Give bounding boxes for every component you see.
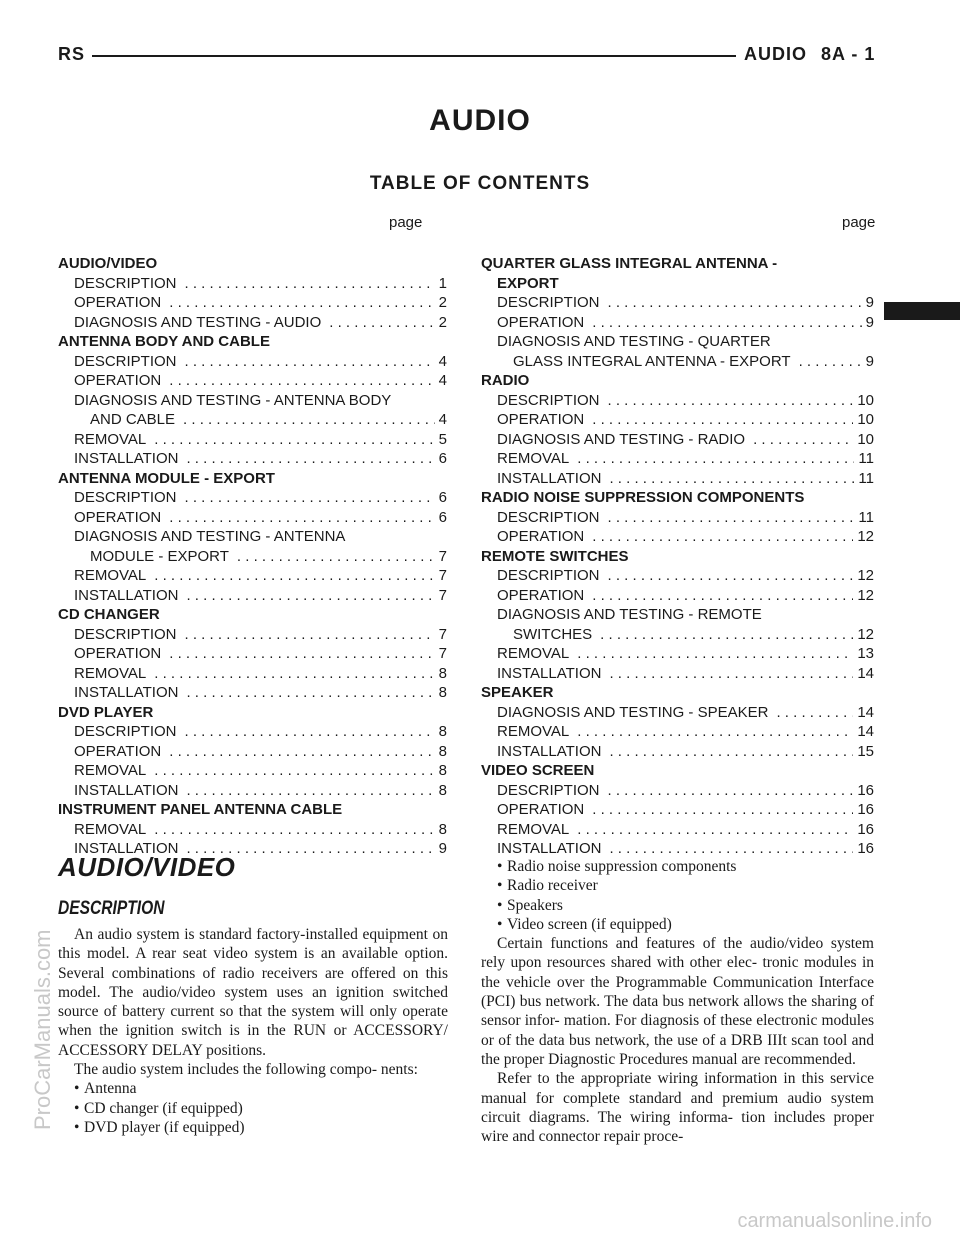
toc-section-heading: VIDEO SCREEN (481, 762, 595, 779)
toc-section-heading: CD CHANGER (58, 606, 160, 623)
toc-entry-page: 7 (438, 586, 447, 604)
watermark-bottom: carmanualsonline.info (737, 1210, 932, 1232)
toc-leader-dots (609, 839, 853, 859)
toc-leader-dots (185, 352, 435, 372)
toc-entry-text: DIAGNOSIS AND TESTING - ANTENNA (74, 528, 346, 545)
toc-section-heading: SPEAKER (481, 684, 554, 701)
bullet-text: Speakers (507, 896, 563, 914)
toc-entry-label: REMOVAL (74, 664, 147, 682)
toc-entry-label: AND CABLE (90, 411, 176, 428)
toc-section-heading: RADIO NOISE SUPPRESSION COMPONENTS (481, 489, 805, 506)
toc-entry-page: 10 (857, 411, 874, 428)
toc-entry-page: 8 (438, 684, 447, 701)
toc-entry-label: DESCRIPTION (497, 508, 600, 526)
toc-section-heading: INSTRUMENT PANEL ANTENNA CABLE (58, 801, 343, 818)
toc-leader-dots (154, 566, 434, 586)
toc-entry-label: DESCRIPTION (74, 625, 177, 643)
toc-leader-dots (609, 469, 854, 489)
toc-leader-dots (577, 449, 854, 469)
toc-page-label-right: page (842, 214, 876, 231)
toc-entry-page: 8 (438, 820, 447, 838)
toc-section-heading: ANTENNA BODY AND CABLE (58, 333, 270, 350)
toc-entry-page: 4 (438, 411, 447, 428)
section-heading: AUDIO/VIDEO (58, 852, 236, 882)
toc-entry (58, 566, 447, 586)
toc-entry (58, 352, 447, 372)
bullet-item (481, 896, 874, 915)
toc-entry-label: DESCRIPTION (74, 274, 177, 292)
toc-entry-label: OPERATION (497, 411, 585, 428)
toc-entry (481, 527, 874, 547)
toc-entry-text: DIAGNOSIS AND TESTING - ANTENNA BODY (74, 391, 392, 409)
toc-entry-label: DESCRIPTION (74, 489, 177, 506)
toc-entry-label: REMOVAL (74, 820, 147, 838)
toc-leader-dots (169, 644, 434, 664)
bullet-glyph: • (74, 1099, 80, 1117)
toc-leader-dots (577, 820, 853, 840)
toc-section-heading: AUDIO/VIDEO (58, 255, 158, 272)
bullet-glyph: • (74, 1080, 80, 1098)
toc-entry-page: 12 (857, 567, 874, 584)
toc-entry (58, 625, 447, 645)
bullet-glyph: • (497, 858, 503, 875)
toc-leader-dots (577, 722, 853, 742)
toc-entry-page: 4 (438, 352, 447, 370)
header-manual-code: RS (58, 44, 86, 64)
toc-entry-label: DESCRIPTION (74, 352, 177, 370)
toc-leader-dots (185, 488, 435, 508)
bullet-item (58, 1118, 448, 1137)
page-title: AUDIO (429, 104, 531, 137)
toc-entry-label: INSTALLATION (497, 664, 602, 682)
toc-entry-page: 16 (857, 840, 874, 857)
toc-entry-label: INSTALLATION (74, 840, 179, 857)
toc-entry (481, 586, 874, 606)
bullet-text: Radio receiver (507, 877, 598, 895)
toc-leader-dots (608, 566, 854, 586)
toc-leader-dots (154, 664, 434, 684)
bullet-item (481, 915, 874, 934)
toc-entry-label: OPERATION (74, 742, 162, 760)
toc-entry (58, 410, 447, 430)
toc-leader-dots (329, 313, 434, 333)
bullet-glyph: • (497, 915, 503, 933)
toc-entry (481, 566, 874, 586)
toc-entry-page: 10 (857, 391, 874, 409)
toc-leader-dots (776, 703, 853, 723)
toc-entry (58, 586, 447, 606)
toc-leader-dots (185, 274, 435, 294)
toc-entry-page: 16 (857, 781, 874, 799)
toc-entry (58, 683, 447, 703)
toc-leader-dots (186, 449, 434, 469)
toc-entry (481, 410, 874, 430)
toc-entry-text: DIAGNOSIS AND TESTING - REMOTE (497, 606, 762, 623)
toc-entry-label: MODULE - EXPORT (90, 547, 229, 565)
toc-entry-page: 4 (438, 372, 447, 389)
toc-entry-label: INSTALLATION (74, 684, 179, 701)
bullet-text: Video screen (if equipped) (507, 915, 672, 933)
toc-entry-page: 7 (438, 625, 447, 643)
toc-entry (481, 820, 874, 840)
toc-entry-page: 2 (438, 313, 447, 331)
toc-leader-dots (608, 508, 855, 528)
toc-entry (481, 625, 874, 645)
bullet-item (58, 1099, 448, 1118)
body-paragraph: Refer to the appropriate wiring information in this service manual for complete standard and premium audio system circuit diagrams. The wiring informa- tion includes proper wire and connector repair proce- (481, 1070, 874, 1146)
toc-leader-dots (609, 742, 853, 762)
toc-entry (58, 547, 447, 567)
toc-entry-page: 8 (438, 781, 447, 799)
toc-entry-label: DESCRIPTION (497, 391, 600, 409)
toc-leader-dots (186, 683, 434, 703)
toc-entry (481, 800, 874, 820)
toc-entry-page: 12 (857, 586, 874, 604)
toc-page-label-left: page (389, 214, 423, 231)
toc-entry-label: SWITCHES (513, 625, 593, 643)
toc-leader-dots (592, 586, 853, 606)
toc-entry-label: INSTALLATION (74, 450, 179, 467)
toc-entry-label: INSTALLATION (497, 742, 602, 760)
toc-entry-page: 14 (857, 664, 874, 682)
toc-entry-label: OPERATION (497, 528, 585, 545)
bullet-item (58, 1079, 448, 1098)
header-section (744, 44, 875, 65)
bullet-item (481, 876, 874, 895)
toc-entry (58, 371, 447, 391)
toc-entry (58, 742, 447, 762)
bullet-glyph: • (497, 896, 503, 914)
toc-entry-label: REMOVAL (497, 723, 570, 740)
bullet-text: DVD player (if equipped) (84, 1118, 245, 1136)
toc-entry-label: REMOVAL (74, 567, 147, 584)
toc-entry-page: 13 (857, 645, 874, 662)
toc-entry-page: 1 (438, 274, 447, 292)
toc-entry-label: REMOVAL (74, 762, 147, 779)
toc-leader-dots (154, 430, 434, 450)
bullet-glyph: • (74, 1118, 80, 1136)
toc-leader-dots (185, 722, 435, 742)
toc-section-heading: REMOTE SWITCHES (481, 547, 629, 565)
toc-entry (481, 313, 874, 333)
toc-entry-label: INSTALLATION (74, 586, 179, 604)
toc-leader-dots (608, 391, 854, 411)
toc-entry (58, 664, 447, 684)
section-thumb-tab (884, 302, 960, 320)
toc-entry (58, 313, 447, 333)
toc-entry-page: 16 (857, 820, 874, 838)
toc-entry-label: GLASS INTEGRAL ANTENNA - EXPORT (513, 352, 791, 370)
toc-entry (58, 781, 447, 801)
toc-entry-page: 11 (858, 508, 874, 526)
toc-entry-page: 6 (438, 489, 447, 506)
toc-leader-dots (753, 430, 853, 450)
toc-leader-dots (169, 371, 434, 391)
toc-entry-label: DESCRIPTION (497, 567, 600, 584)
body-right-column (481, 857, 874, 1146)
body-paragraph: Certain functions and features of the audio/video system rely upon resources shared with other elec- tronic modules in the vehicle over the Programmable Communication Interface (PCI) bus network. The data bus network allows the sharing of sensor infor- mation. For diagnosis of these electronic modules or of the data bus network, the use of a DRB IIIt scan tool and the proper Diagnostic Procedures manual are recommended. (481, 935, 874, 1068)
toc-entry (58, 722, 447, 742)
toc-entry (481, 430, 874, 450)
toc-leader-dots (186, 586, 434, 606)
toc-entry (481, 839, 874, 859)
toc-leader-dots (169, 293, 434, 313)
toc-entry-page: 8 (438, 742, 447, 760)
toc-title: TABLE OF CONTENTS (369, 173, 591, 194)
toc-entry (481, 742, 874, 762)
toc-entry-page: 7 (438, 567, 447, 584)
watermark-side: ProCarManuals.com (30, 929, 55, 1130)
toc-entry-page: 8 (438, 723, 447, 740)
bullet-glyph: • (497, 877, 503, 895)
toc-entry-page: 6 (438, 508, 447, 526)
toc-entry-page: 11 (858, 450, 874, 467)
toc-leader-dots (169, 742, 434, 762)
toc-entry (481, 469, 874, 489)
bullet-text: Antenna (84, 1080, 137, 1098)
toc-entry-label: OPERATION (74, 372, 162, 389)
toc-entry-label: OPERATION (497, 586, 585, 604)
toc-entry-page: 6 (438, 450, 447, 467)
toc-entry (58, 293, 447, 313)
toc-entry-label: DESCRIPTION (497, 781, 600, 799)
header-rule (92, 55, 736, 57)
toc-entry-page: 14 (857, 723, 874, 740)
toc-entry (58, 644, 447, 664)
toc-leader-dots (609, 664, 853, 684)
toc-entry-label: OPERATION (74, 645, 162, 662)
toc-entry (481, 391, 874, 411)
toc-entry (58, 508, 447, 528)
header-page-number: 8A - 1 (821, 44, 876, 64)
toc-leader-dots (237, 547, 435, 567)
toc-entry-page: 12 (857, 528, 874, 545)
toc-entry-page: 9 (865, 294, 874, 311)
body-paragraph: The audio system includes the following compo- nents: (74, 1061, 418, 1079)
toc-leader-dots (154, 820, 434, 840)
body-paragraph: An audio system is standard factory-installed equipment on this model. A rear seat video system is an available option. Several combinations of radio receivers are offered on this model. The audio/video system uses an ignition switched source of battery current so that the system will only operate when the ignition switch is in the RUN or ACCESSORY/ ACCESSORY DELAY positions. (58, 926, 448, 1059)
toc-leader-dots (577, 644, 853, 664)
toc-leader-dots (183, 410, 435, 430)
toc-entry (481, 644, 874, 664)
toc-entry-label: REMOVAL (497, 450, 570, 467)
bullet-text: Radio noise suppression components (507, 858, 737, 875)
toc-entry-label: DIAGNOSIS AND TESTING - RADIO (497, 430, 746, 448)
bullet-item (481, 857, 874, 876)
toc-entry-label: OPERATION (74, 294, 162, 311)
toc-leader-dots (186, 781, 434, 801)
toc-entry-label: DESCRIPTION (497, 294, 600, 311)
toc-section-heading: DVD PLAYER (58, 703, 154, 721)
toc-entry-page: 7 (438, 645, 447, 662)
toc-right-column (481, 254, 874, 859)
toc-entry-label: OPERATION (497, 313, 585, 331)
toc-entry (481, 352, 874, 372)
toc-entry-page: 10 (857, 430, 874, 448)
header-section-name: AUDIO (744, 44, 807, 64)
toc-leader-dots (608, 781, 854, 801)
toc-entry (58, 274, 447, 294)
toc-entry-page: 11 (858, 469, 874, 487)
toc-entry-page: 9 (865, 352, 874, 370)
toc-entry-label: DESCRIPTION (74, 723, 177, 740)
toc-entry-label: DIAGNOSIS AND TESTING - AUDIO (74, 313, 322, 331)
toc-entry-page: 9 (438, 840, 447, 857)
toc-leader-dots (169, 508, 434, 528)
toc-entry (58, 488, 447, 508)
toc-entry (481, 781, 874, 801)
toc-leader-dots (608, 293, 862, 313)
toc-entry-page: 9 (865, 313, 874, 331)
subsection-heading: DESCRIPTION (58, 898, 165, 919)
toc-entry-page: 12 (857, 625, 874, 643)
toc-entry (481, 722, 874, 742)
toc-entry-label: REMOVAL (497, 820, 570, 838)
toc-section-heading: QUARTER GLASS INTEGRAL ANTENNA - (481, 255, 778, 272)
toc-entry (481, 449, 874, 469)
toc-leader-dots (600, 625, 853, 645)
toc-leader-dots (592, 313, 861, 333)
toc-entry-label: REMOVAL (497, 645, 570, 662)
toc-entry (481, 664, 874, 684)
toc-entry-page: 8 (438, 664, 447, 682)
toc-section-heading: EXPORT (497, 274, 559, 292)
toc-leader-dots (185, 625, 435, 645)
toc-entry-label: REMOVAL (74, 430, 147, 448)
toc-section-heading: ANTENNA MODULE - EXPORT (58, 469, 275, 487)
toc-entry-label: OPERATION (74, 508, 162, 526)
toc-entry (58, 820, 447, 840)
toc-leader-dots (154, 761, 434, 781)
toc-entry-label: INSTALLATION (74, 781, 179, 799)
toc-entry (58, 430, 447, 450)
toc-entry-text: DIAGNOSIS AND TESTING - QUARTER (497, 333, 771, 350)
toc-entry-page: 15 (857, 742, 874, 760)
toc-entry (58, 449, 447, 469)
toc-entry-label: DIAGNOSIS AND TESTING - SPEAKER (497, 703, 769, 721)
toc-entry (58, 761, 447, 781)
toc-entry-page: 5 (438, 430, 447, 448)
toc-entry-page: 16 (857, 801, 874, 818)
toc-entry-page: 8 (438, 762, 447, 779)
toc-leader-dots (592, 410, 853, 430)
toc-entry-label: INSTALLATION (497, 469, 602, 487)
toc-entry-page: 7 (438, 547, 447, 565)
toc-entry (481, 703, 874, 723)
toc-left-column (58, 254, 447, 859)
toc-leader-dots (592, 527, 853, 547)
toc-section-heading: RADIO (481, 372, 530, 389)
toc-leader-dots (592, 800, 853, 820)
toc-entry (481, 293, 874, 313)
toc-entry-page: 2 (438, 294, 447, 311)
toc-entry (481, 508, 874, 528)
toc-entry-label: INSTALLATION (497, 840, 602, 857)
bullet-text: CD changer (if equipped) (84, 1099, 243, 1117)
body-left-column (58, 925, 448, 1137)
toc-leader-dots (799, 352, 862, 372)
toc-entry-page: 14 (857, 703, 874, 721)
toc-entry-label: OPERATION (497, 801, 585, 818)
